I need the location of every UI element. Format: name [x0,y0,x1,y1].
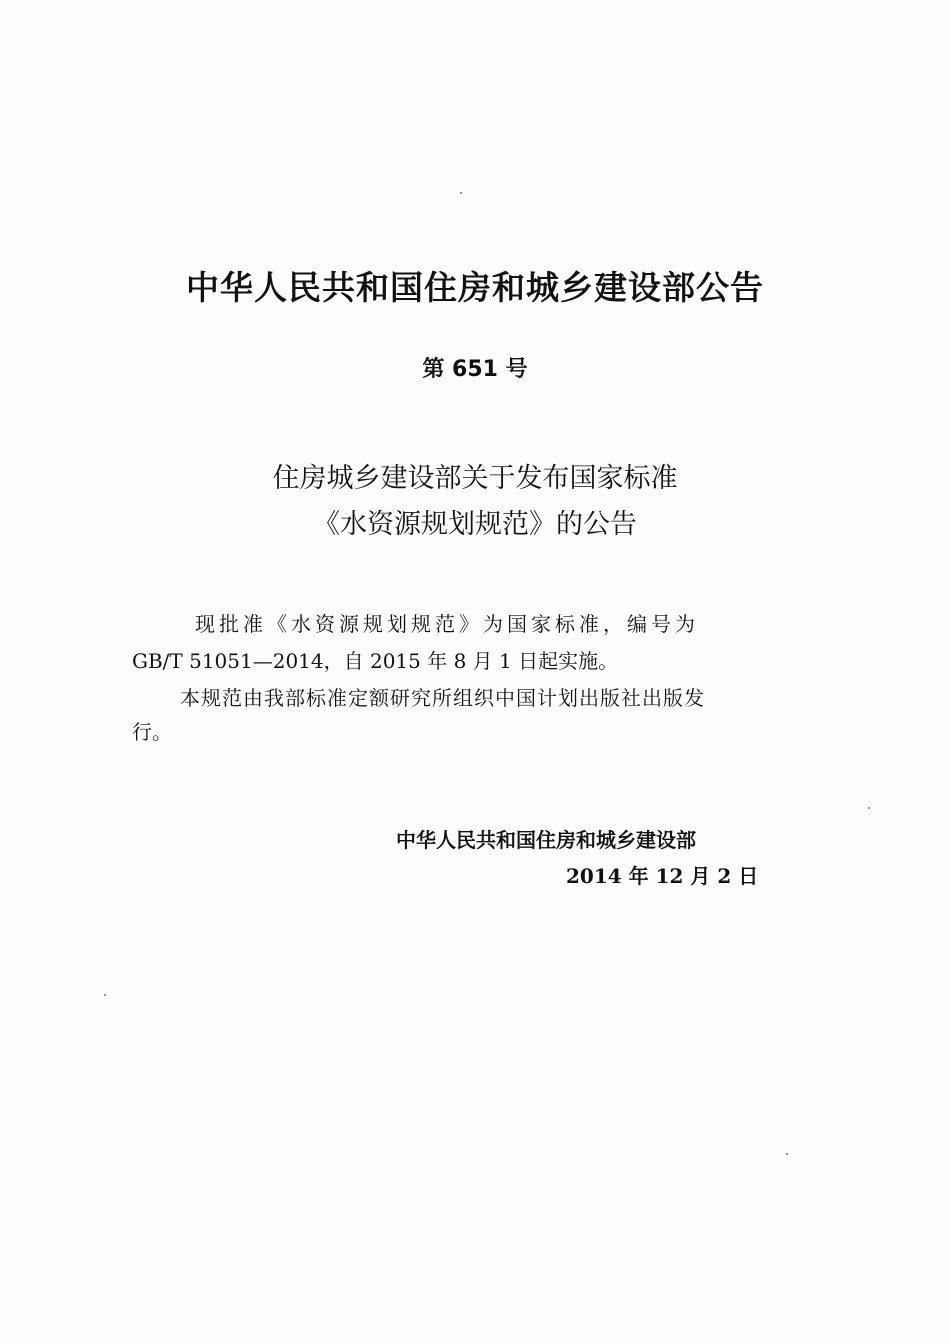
announcement-subject-line1: 住房城乡建设部关于发布国家标准 [272,463,678,494]
scan-speck [786,1153,788,1155]
signature-organization: 中华人民共和国住房和城乡建设部 [396,828,696,852]
scan-speck [868,807,870,809]
body-paragraph1-line2: GB/T 51051—2014，自 2015 年 8 月 1 日起实施。 [132,649,619,673]
body-paragraph2-line2: 行。 [132,720,172,744]
signature-date: 2014 年 12 月 2 日 [566,864,759,888]
announcement-number: 第 651 号 [422,357,528,382]
announcement-heading: 中华人民共和国住房和城乡建设部公告 [186,268,764,307]
scan-speck [104,994,106,996]
body-paragraph2-line1: 本规范由我部标准定额研究所组织中国计划出版社出版发 [180,686,705,710]
scan-speck [460,192,462,194]
body-paragraph1-line1: 现批准《水资源规划规范》为国家标准，编号为 [195,612,699,636]
announcement-subject-line2: 《水资源规划规范》的公告 [313,509,637,540]
